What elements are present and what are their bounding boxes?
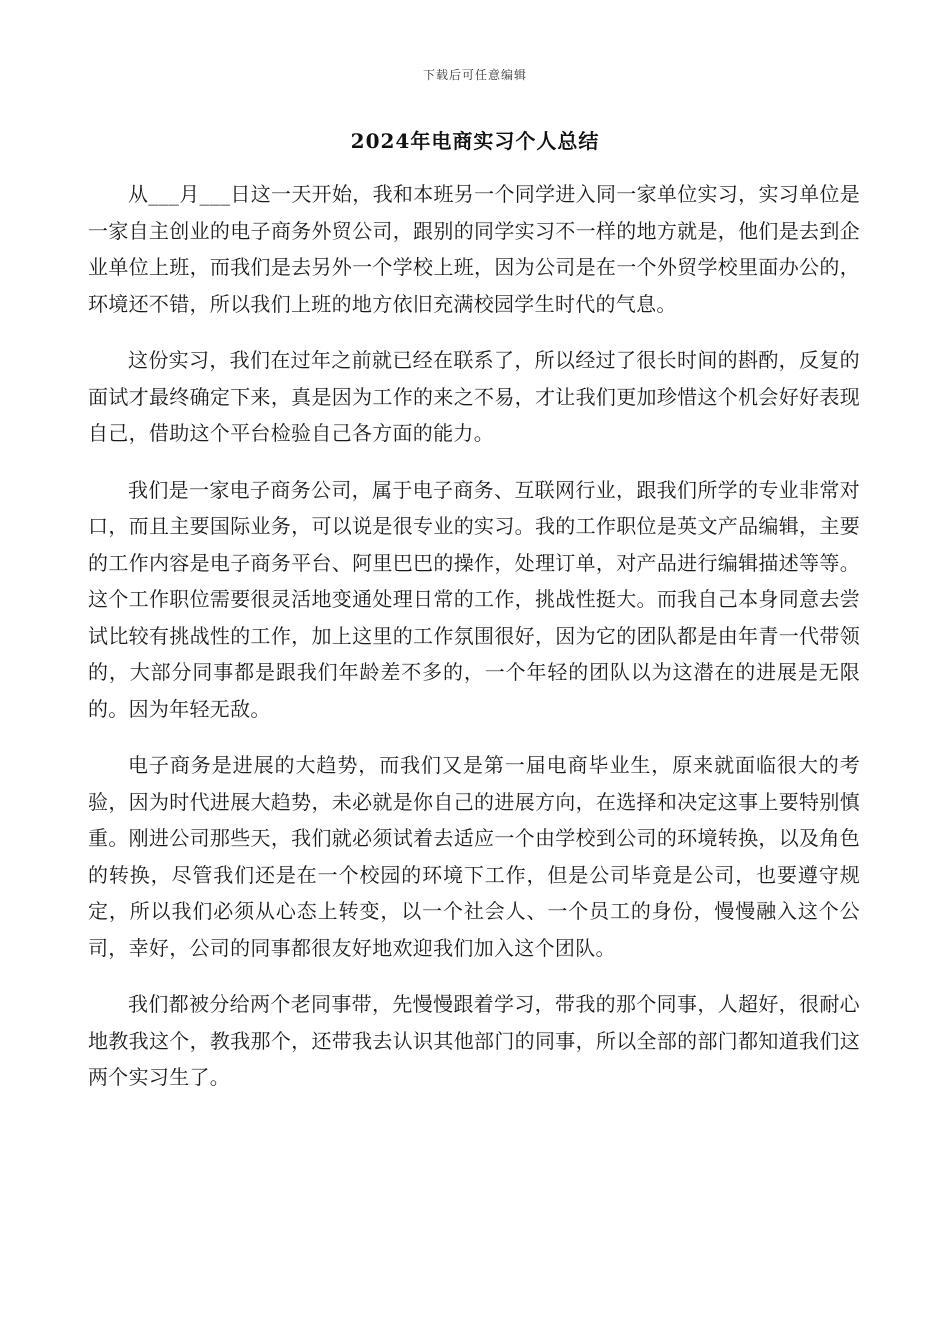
- paragraph: 这份实习，我们在过年之前就已经在联系了，所以经过了很长时间的斟酌，反复的面试才最终确定下来，真是因为工作的来之不易，才让我们更加珍惜这个机会好好表现自己，借助这个平台检验自己各方面的能力。: [88, 348, 860, 445]
- document-body: [88, 176, 860, 1116]
- document-title: 2024年电商实习个人总结: [350, 129, 600, 153]
- paragraph: 从___月___日这一天开始，我和本班另一个同学进入同一家单位实习，实习单位是一家自主创业的电子商务外贸公司，跟别的同学实习不一样的地方就是，他们是去到企业单位上班，而我们是去另外一个学校上班，因为公司是在一个外贸学校里面办公的，环境还不错，所以我们上班的地方依旧充满校园学生时代的气息。: [88, 182, 860, 316]
- paragraph: 我们都被分给两个老同事带，先慢慢跟着学习，带我的那个同事，人超好，很耐心地教我这个，教我那个，还带我去认识其他部门的同事，所以全部的部门都知道我们这两个实习生了。: [88, 992, 860, 1089]
- paragraph: 我们是一家电子商务公司，属于电子商务、互联网行业，跟我们所学的专业非常对口，而且主要国际业务，可以说是很专业的实习。我的工作职位是英文产品编辑，主要的工作内容是电子商务平台、阿里巴巴的操作，处理订单，对产品进行编辑描述等等。这个工作职位需要很灵活地变通处理日常的工作，挑战性挺大。而我自己本身同意去尝试比较有挑战性的工作，加上这里的工作氛围很好，因为它的团队都是由年青一代带领的，大部分同事都是跟我们年龄差不多的，一个年轻的团队以为这潜在的进展是无限的。因为年轻无敌。: [88, 477, 860, 721]
- header-note: 下载后可任意编辑: [422, 68, 527, 82]
- paragraph: 电子商务是进展的大趋势，而我们又是第一届电商毕业生，原来就面临很大的考验，因为时代进展大趋势，未必就是你自己的进展方向，在选择和决定这事上要特别慎重。刚进公司那些天，我们就必须试着去适应一个由学校到公司的环境转换，以及角色的转换，尽管我们还是在一个校园的环境下工作，但是公司毕竟是公司，也要遵守规定，所以我们必须从心态上转变，以一个社会人、一个员工的身份，慢慢融入这个公司，幸好，公司的同事都很友好地欢迎我们加入这个团队。: [88, 753, 860, 960]
